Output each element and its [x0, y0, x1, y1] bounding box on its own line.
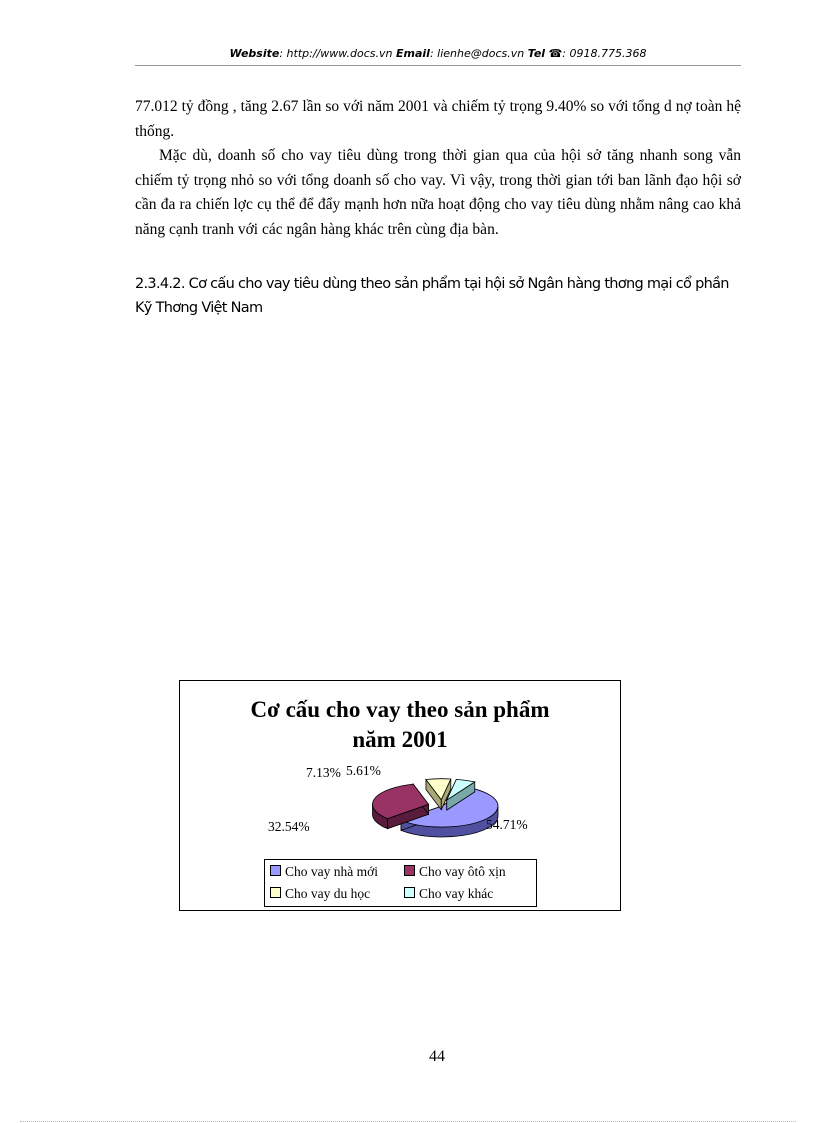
page-number: 44: [429, 1048, 445, 1065]
section-title: 2.3.4.2. Cơ cấu cho vay tiêu dùng theo sản phẩm tại hội sở Ngân hàng thơng mại cổ phần Kỹ Thơng Việt Nam: [135, 276, 729, 316]
chart-title-line-2: năm 2001: [352, 727, 448, 752]
website-value: : http://www.docs.vn: [279, 47, 393, 60]
footer-divider: [20, 1121, 796, 1122]
legend-label-4: Cho vay khác: [419, 886, 494, 901]
pie-label-4: 5.61%: [346, 763, 381, 778]
legend-item-2: [404, 864, 506, 880]
page-header: [135, 47, 741, 60]
legend-item-3: [270, 886, 370, 902]
legend-item-1: [270, 864, 378, 880]
email-value: : lienhe@docs.vn: [429, 47, 525, 60]
body-text: [135, 95, 741, 242]
paragraph-2: Mặc dù, doanh số cho vay tiêu dùng trong thời gian qua của hội sở tăng nhanh song vẫn chiếm tỷ trọng nhỏ so với tổng doanh số cho vay. Vì vậy, trong thời gian tới ban lãnh đạo hội sở cần đa ra chiến lợc cụ thể để đẩy mạnh hơn nữa hoạt động cho vay tiêu dùng nhằm nâng cao khả năng cạnh tranh với các ngân hàng khác trên cùng địa bàn.: [135, 147, 741, 238]
legend-label-1: Cho vay nhà mới: [285, 864, 379, 879]
pie-label-3: 7.13%: [306, 765, 341, 780]
paragraph-1: 77.012 tỷ đồng , tăng 2.67 lần so với năm 2001 và chiếm tỷ trọng 9.40% so với tổng d nợ toàn hệ thống.: [135, 98, 741, 140]
pie-chart: [179, 680, 621, 911]
website-label: Website: [229, 47, 280, 60]
legend-item-4: [404, 886, 493, 902]
legend-swatch-4: [404, 887, 415, 898]
tel-value: : 0918.775.368: [562, 47, 647, 60]
phone-icon: ☎: [548, 47, 563, 60]
header-divider: [135, 65, 741, 66]
pie-label-1: 54.71%: [486, 817, 528, 832]
legend-swatch-2: [404, 865, 415, 876]
email-label: Email: [396, 47, 430, 60]
legend-swatch-1: [270, 865, 281, 876]
chart-legend: [264, 859, 537, 907]
chart-title-line-1: Cơ cấu cho vay theo sản phẩm: [250, 697, 550, 722]
legend-swatch-3: [270, 887, 281, 898]
legend-label-3: Cho vay du học: [285, 886, 371, 901]
legend-label-2: Cho vay ôtô xịn: [419, 864, 506, 879]
pie-label-2: 32.54%: [268, 819, 310, 834]
tel-label: Tel: [527, 47, 546, 60]
